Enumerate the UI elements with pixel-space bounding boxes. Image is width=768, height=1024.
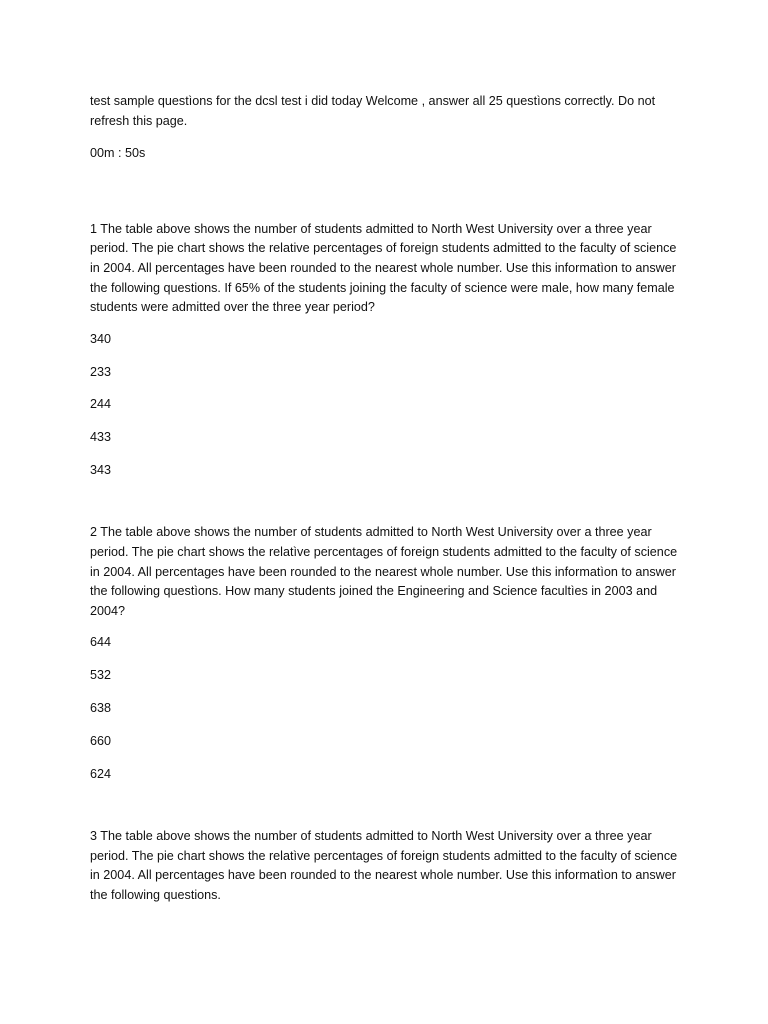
question-text: 2 The table above shows the number of students admitted to North West University over a three year period. The pie chart shows the relatìve percentages of foreign students admitted to the faculty of science in 2004. All percentages have been rounded to the nearest whole number. Use this informatìon to answer the following questìons. How many students joined the Engineering and Science facultìes in 2003 and 2004? — [90, 525, 678, 618]
question-1 — [90, 220, 680, 481]
answer-option[interactable]: 433 — [90, 430, 112, 445]
answer-option[interactable]: 644 — [90, 635, 112, 650]
question-3 — [90, 827, 680, 905]
question-2 — [90, 523, 680, 784]
answer-option[interactable]: 343 — [90, 462, 112, 477]
question-text: 1 The table above shows the number of students admitted to North West University over a three year period. The pie chart shows the relative percentages of foreign students admitted to the faculty of science in 2004. All percentages have been rounded to the nearest whole number. Use this informatìon to answer the following questions. If 65% of the students joining the faculty of science were male, how many female students were admitted over the three year period? — [90, 221, 677, 315]
answer-options — [90, 330, 680, 481]
answer-option[interactable]: 233 — [90, 364, 112, 379]
intro-text: test sample questìons for the dcsl test i did today Welcome , answer all 25 questìons correctly. Do not refresh this page. — [90, 94, 656, 128]
answer-option[interactable]: 638 — [90, 701, 112, 715]
answer-option[interactable]: 244 — [90, 397, 112, 412]
countdown-timer: 00m : 50s — [90, 146, 146, 161]
question-text: 3 The table above shows the number of students admitted to North West University over a three year period. The pie chart shows the relatìve percentages of foreign students admitted to the faculty of science in 2004. All percentages have been rounded to the nearest whole number. Use this informatìon to answer the following questions. — [90, 829, 678, 902]
answer-option[interactable]: 660 — [90, 733, 112, 748]
answer-option[interactable]: 624 — [90, 766, 112, 781]
answer-option[interactable]: 532 — [90, 668, 112, 683]
document-page — [90, 92, 680, 918]
answer-option[interactable]: 340 — [90, 331, 112, 346]
answer-options — [90, 633, 680, 784]
